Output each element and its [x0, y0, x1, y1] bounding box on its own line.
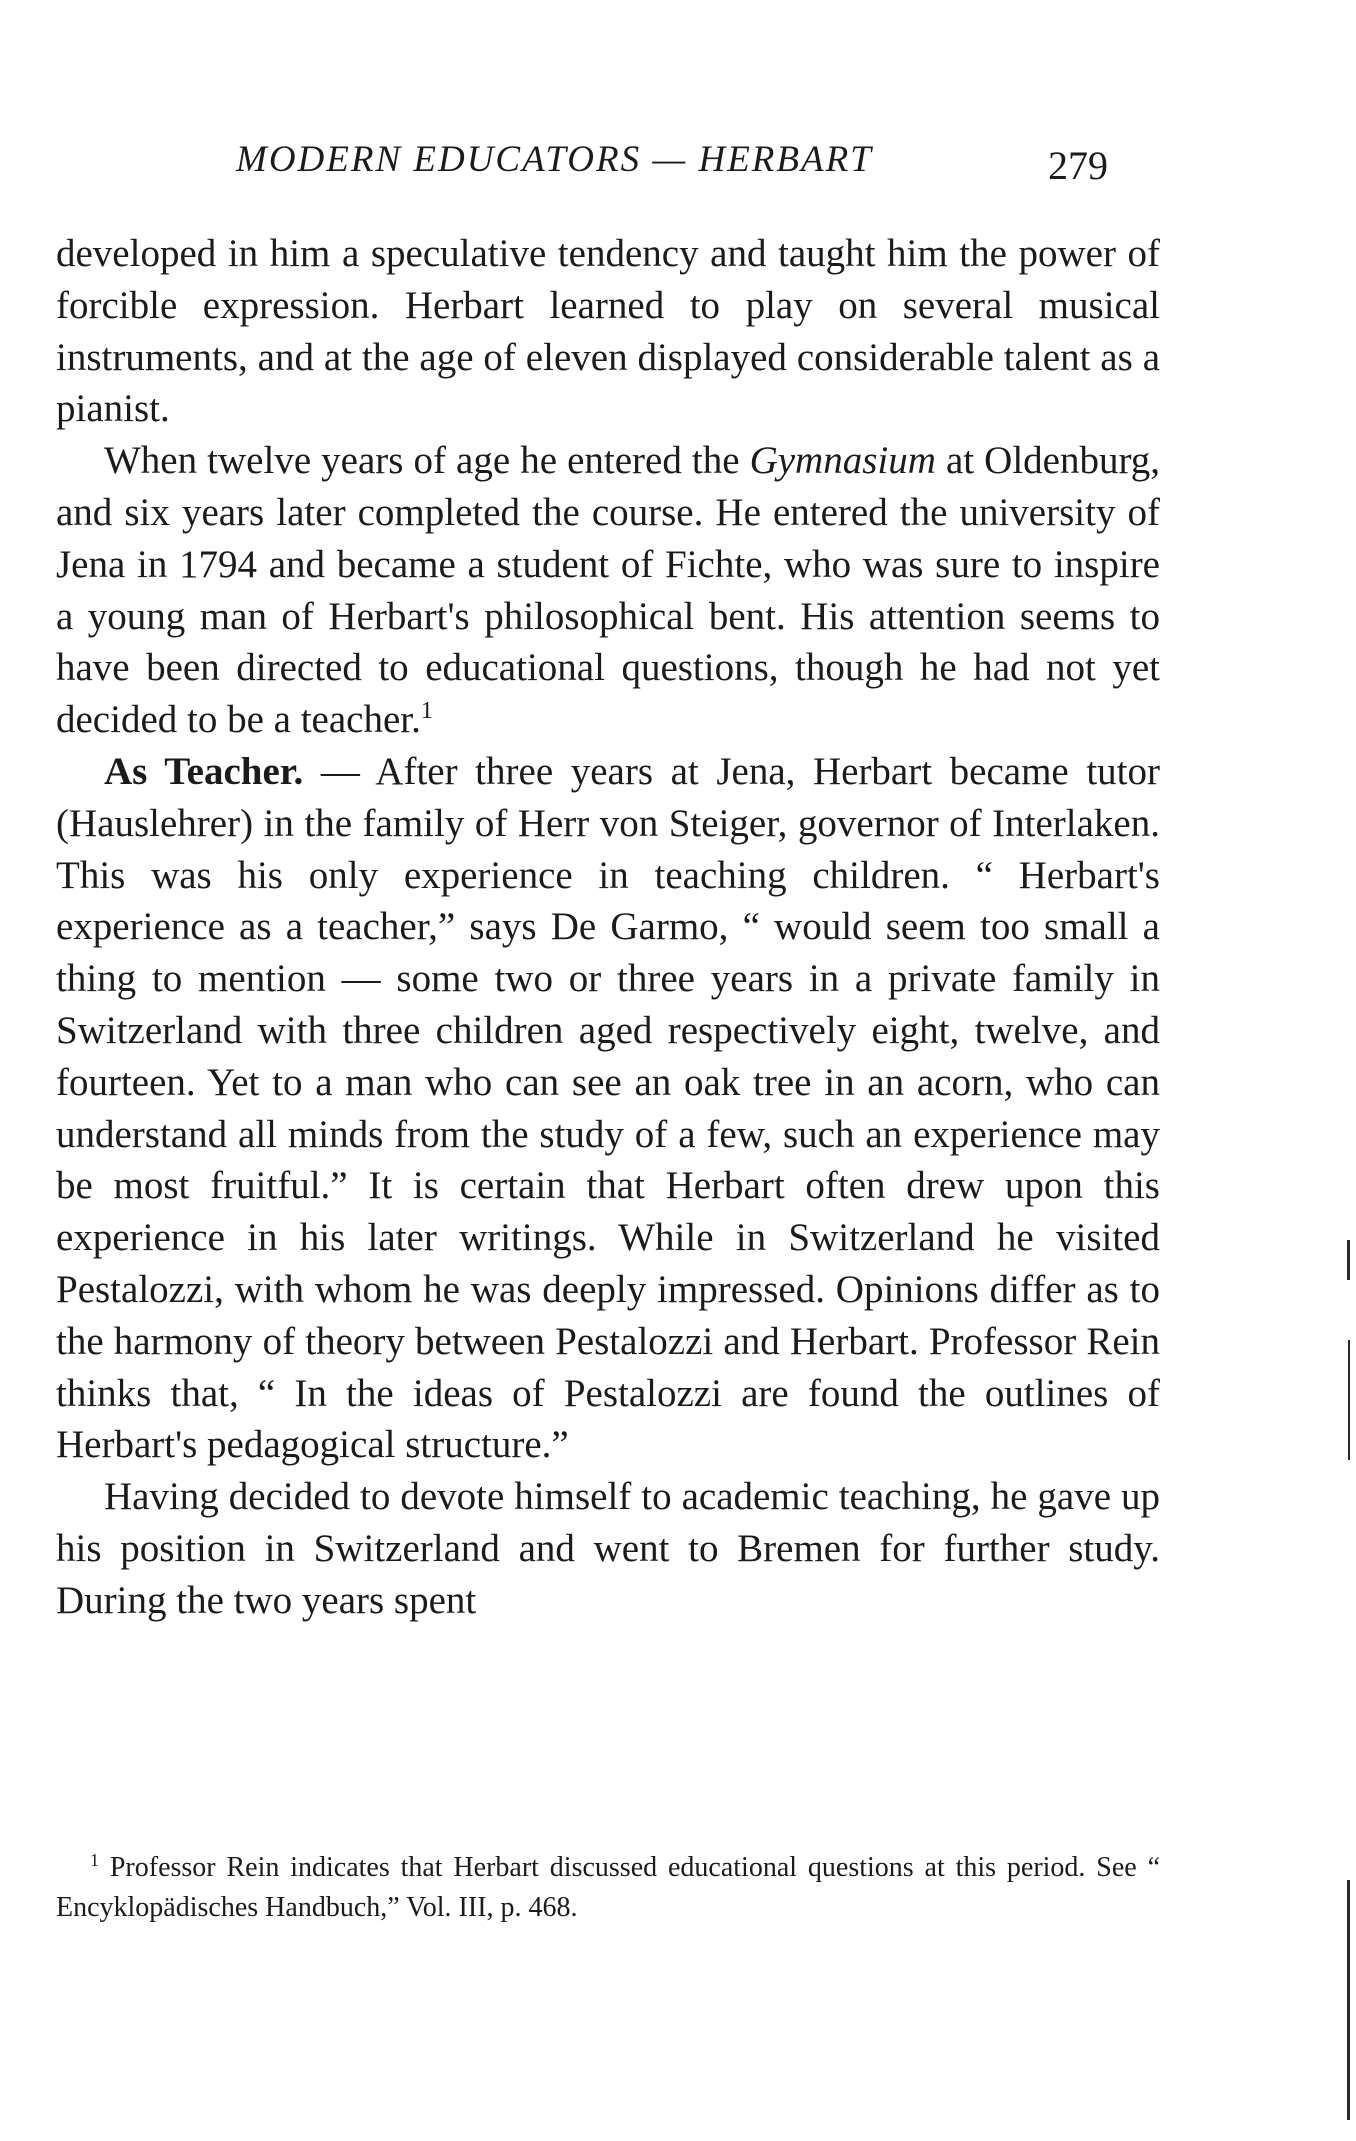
running-head: MODERN EDUCATORS — HERBART — [236, 139, 873, 180]
paragraph-4-text: Having decided to devote himself to academic teaching, he gave up his position in Switzerland and went to Bremen for further study. During the two years spent — [56, 1475, 1160, 1622]
page-number: 279 — [1048, 143, 1108, 188]
page-edge-shadow — [1348, 1340, 1350, 1460]
footnote-1 — [56, 1848, 1160, 1928]
paragraph-1 — [56, 228, 1160, 435]
gymnasium-italic: Gymnasium — [749, 439, 936, 483]
body-text — [56, 228, 1160, 1627]
footnotes — [56, 1848, 1160, 1928]
page-edge-shadow — [1347, 1240, 1350, 1280]
page-header — [0, 138, 1356, 198]
page-edge-shadow — [1347, 1880, 1350, 2120]
paragraph-2 — [56, 435, 1160, 746]
paragraph-1-text: developed in him a speculative tendency and taught him the power of forcible expression. Herbart learned to play on several musical instruments, and at the age of eleven displayed considerable talent as a pianist. — [56, 232, 1160, 431]
footnote-ref-1: 1 — [420, 698, 433, 725]
footnote-text: Professor Rein indicates that Herbart discussed educational questions at this period. See “ Encyklopädisches Handbuch,” Vol. III, p. 468. — [56, 1852, 1160, 1923]
paragraph-4 — [56, 1471, 1160, 1626]
paragraph-2-text-a: When twelve years of age he entered the — [104, 439, 750, 483]
footnote-marker: 1 — [90, 1850, 99, 1870]
paragraph-3-text: — After three years at Jena, Herbart became tutor (Hauslehrer) in the family of Herr von Steiger, governor of Interlaken. This was his only experience in teaching children. “ Herbart's experience as a teacher,” says De Garmo, “ would seem too small a thing to mention — some two or three years in a private family in Switzerland with three children aged respectively eight, twelve, and fourteen. Yet to a man who can see an oak tree in an acorn, who can understand all minds from the study of a few, such an experience may be most fruitful.” It is certain that Herbart often drew upon this experience in his later writings. While in Switzerland he visited Pestalozzi, with whom he was deeply impressed. Opinions differ as to the harmony of theory between Pestalozzi and Herbart. Professor Rein thinks that, “ In the ideas of Pestalozzi are found the outlines of Herbart's pedagogical structure.” — [56, 749, 1160, 1467]
section-heading-as-teacher: As Teacher. — [104, 749, 304, 793]
paragraph-2-text-b: at Oldenburg, and six years later completed the course. He entered the university of Jena in 1794 and became a student of Fichte, who was sure to inspire a young man of Herbart's philosophical bent. His attention seems to have been directed to educational questions, though he had not yet decided to be a teacher. — [56, 439, 1160, 742]
paragraph-3 — [56, 746, 1160, 1471]
